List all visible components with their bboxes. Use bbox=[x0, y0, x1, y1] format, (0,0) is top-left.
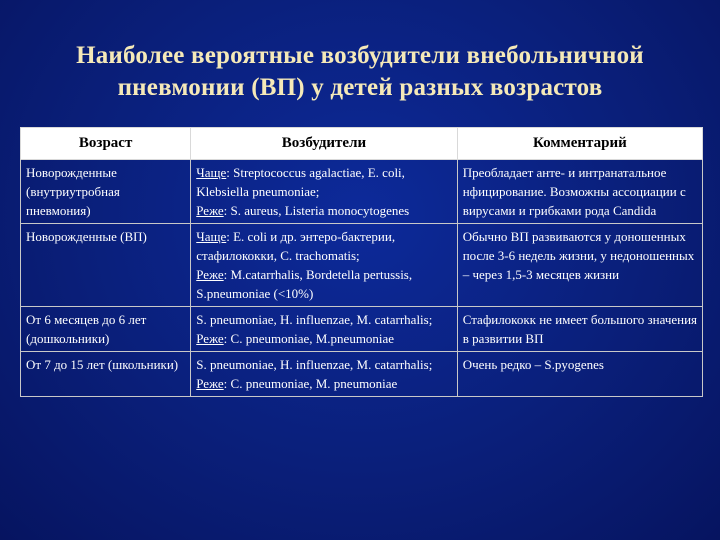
rare-label: Реже bbox=[196, 267, 224, 282]
often-label: Чаще bbox=[196, 165, 227, 180]
slide-title bbox=[30, 40, 690, 104]
table-row bbox=[21, 307, 703, 352]
comment-cell: Стафилококк не имеет большого значения в развитии ВП bbox=[457, 307, 702, 352]
rare-text: : M.catarrhalis, Bordetella pertussis, S.pneumoniae (<10%) bbox=[196, 267, 413, 301]
table-row bbox=[21, 224, 703, 307]
header-age: Возраст bbox=[21, 128, 191, 160]
table-header-row bbox=[21, 128, 703, 160]
age-cell: От 7 до 15 лет (школьники) bbox=[21, 352, 191, 397]
age-cell: Новорожденные (ВП) bbox=[21, 224, 191, 307]
rare-text: : C. pneumoniae, M.pneumoniae bbox=[223, 331, 395, 346]
often-text: : Streptococcus agalactiae, E. coli, Klebsiella pneumoniae; bbox=[196, 165, 405, 199]
comment-cell: Очень редко – S.pyogenes bbox=[457, 352, 702, 397]
often-text: S. pneumoniae, H. influenzae, M. catarrhalis; bbox=[196, 312, 433, 327]
rare-text: : C. pneumoniae, M. pneumoniae bbox=[223, 376, 398, 391]
often-label: Чаще bbox=[196, 229, 227, 244]
age-cell: От 6 месяцев до 6 лет (дошкольники) bbox=[21, 307, 191, 352]
table-row bbox=[21, 352, 703, 397]
header-comment: Комментарий bbox=[457, 128, 702, 160]
pathogens-table bbox=[20, 127, 703, 397]
age-cell: Новорожденные (внутриутробная пневмония) bbox=[21, 160, 191, 224]
header-pathogens: Возбудители bbox=[191, 128, 457, 160]
comment-cell: Преобладает анте- и интранатальное нфицирование. Возможны ассоциации с вирусами и грибками рода Candida bbox=[457, 160, 702, 224]
rare-label: Реже bbox=[196, 331, 224, 346]
pathogens-cell bbox=[191, 307, 457, 352]
rare-label: Реже bbox=[196, 376, 224, 391]
rare-label: Реже bbox=[196, 203, 224, 218]
often-text: S. pneumoniae, H. influenzae, M. catarrhalis; bbox=[196, 357, 433, 372]
table-row bbox=[21, 160, 703, 224]
comment-cell: Обычно ВП развиваются у доношенных после 3-6 недель жизни, у недоношенных – через 1,5-3 месяцев жизни bbox=[457, 224, 702, 307]
pathogens-cell bbox=[191, 224, 457, 307]
pathogens-cell bbox=[191, 160, 457, 224]
title-line-2: пневмонии (ВП) у детей разных возрастов bbox=[117, 74, 603, 101]
title-line-1: Наиболее вероятные возбудители внебольничной bbox=[76, 42, 644, 69]
rare-text: : S. aureus, Listeria monocytogenes bbox=[223, 203, 410, 218]
often-text: : E. coli и др. энтеро-бактерии, стафилококки, C. trachomatis; bbox=[196, 229, 396, 263]
pathogens-cell bbox=[191, 352, 457, 397]
